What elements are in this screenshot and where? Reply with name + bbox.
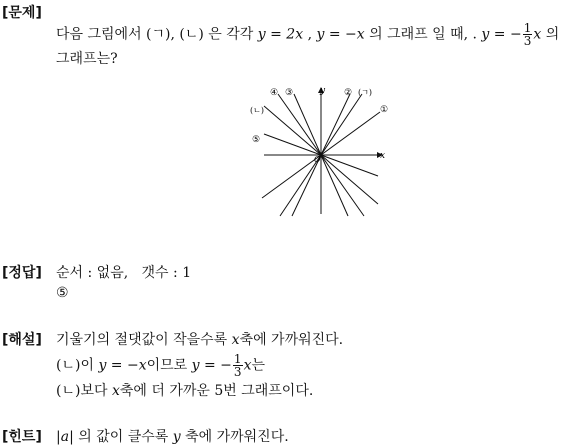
problem-comma: , bbox=[307, 26, 313, 43]
fraction-numerator: 1 bbox=[523, 21, 532, 35]
mark-g: (ㄱ) bbox=[358, 88, 372, 97]
mark-3: ③ bbox=[285, 88, 294, 98]
answer-label: [정답] bbox=[2, 265, 42, 281]
explanation-eq-lhs: y = − bbox=[191, 357, 232, 374]
mark-4: ④ bbox=[270, 88, 279, 98]
hint-label: [힌트] bbox=[2, 429, 42, 445]
axis-label-y: y bbox=[320, 86, 326, 96]
explanation-var-x-1: x bbox=[231, 332, 240, 348]
origin-label: O bbox=[314, 155, 321, 164]
explanation-eq-neg-x: y = −x bbox=[98, 357, 147, 374]
hint-var-y: y bbox=[172, 429, 181, 445]
mark-1: ① bbox=[380, 105, 389, 115]
explanation-text-2a: (ㄴ)이 bbox=[56, 357, 94, 374]
explanation-fraction-den: 3 bbox=[233, 365, 242, 379]
hint-text-c: 축에 가까워진다. bbox=[185, 429, 289, 445]
problem-text-a: 다음 그림에서 (ㄱ), (ㄴ) 은 각각 bbox=[56, 26, 254, 43]
mark-5: ⑤ bbox=[252, 135, 261, 145]
explanation-text-1a: 기울기의 절댓값이 작을수록 bbox=[56, 332, 228, 348]
mark-l: (ㄴ) bbox=[250, 106, 264, 115]
equation-lhs: y = − bbox=[481, 26, 522, 43]
explanation-line-1 bbox=[56, 329, 343, 349]
hint-abs-a: |a| bbox=[56, 429, 74, 445]
axis-label-x: x bbox=[380, 151, 386, 161]
explanation-var-x-3: x bbox=[111, 383, 120, 399]
answer-line bbox=[56, 262, 191, 282]
equation-y-neg-x: y = −x bbox=[316, 26, 365, 43]
hint-text-b: 의 값이 클수록 bbox=[78, 429, 169, 445]
hint-line bbox=[56, 426, 289, 446]
explanation-fraction-num: 1 bbox=[233, 352, 242, 366]
problem-label: [문제] bbox=[2, 5, 42, 21]
problem-text-c: 의 bbox=[545, 26, 560, 43]
explanation-text-3b: 축에 더 가까운 5번 그래프이다. bbox=[119, 383, 314, 399]
problem-text-b: 의 그래프 일 때, . bbox=[369, 26, 477, 43]
mark-2: ② bbox=[344, 88, 353, 98]
explanation-var-x-2: x bbox=[243, 357, 252, 374]
graph-figure bbox=[250, 82, 390, 218]
answer-value: ⑤ bbox=[56, 285, 69, 301]
explanation-line-3 bbox=[56, 380, 313, 400]
explanation-label: [해설] bbox=[2, 332, 42, 348]
fraction-one-third bbox=[523, 22, 533, 47]
equation-rhs: x bbox=[533, 26, 542, 43]
explanation-line-2 bbox=[56, 353, 265, 378]
problem-line-1 bbox=[56, 22, 559, 47]
explanation-text-2c: 는 bbox=[251, 357, 265, 374]
problem-line-2: 그래프는? bbox=[56, 51, 118, 67]
answer-order: 순서 : 없음, bbox=[56, 265, 129, 281]
equation-y-2x: y = 2x bbox=[257, 26, 304, 43]
explanation-fraction bbox=[233, 353, 243, 378]
explanation-text-2b: 이므로 bbox=[146, 357, 188, 374]
explanation-text-3a: (ㄴ)보다 bbox=[56, 383, 108, 399]
answer-count: 갯수 : 1 bbox=[141, 265, 192, 281]
fraction-denominator: 3 bbox=[523, 34, 532, 48]
explanation-text-1b: 축에 가까워진다. bbox=[239, 332, 344, 348]
